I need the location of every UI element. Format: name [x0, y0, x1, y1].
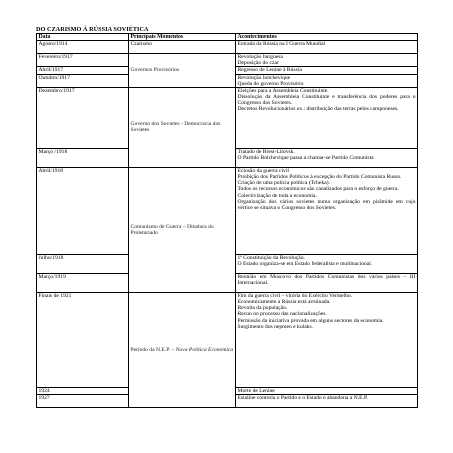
- row-date: 1927: [37, 395, 129, 408]
- event-text-part: Dissolução da Assembleia Constituinte e transferência dos poderes para o Congresso dos Sovietes.: [237, 94, 416, 107]
- event-text: [238, 94, 416, 106]
- row-date: Março/1919: [37, 273, 129, 292]
- table-row: [37, 87, 418, 148]
- row-date: Agosto/1914: [37, 41, 129, 54]
- row-events: [236, 87, 418, 148]
- table-row: [37, 167, 418, 254]
- event-text: Organização dos vários sovietes numa organização em pirâmide em cujo vértice se situava o Congresso dos Sovietes.: [237, 198, 416, 211]
- row-events: [236, 292, 418, 387]
- row-events: [236, 74, 418, 87]
- table-row: [37, 54, 418, 67]
- table-row: [37, 292, 418, 387]
- row-date: Abril/1918: [37, 167, 129, 254]
- event-text: Entrada da Rússia na I Guerra Mundial: [237, 41, 326, 48]
- event-text: Revolta da população.: [237, 305, 288, 312]
- row-events: [236, 54, 418, 67]
- table-header-row: [37, 34, 418, 41]
- event-text: Economicamente a Rússia está arruinada.: [237, 299, 331, 306]
- event-text: Recuo no processo das nacionalizações.: [237, 311, 327, 318]
- event-text: Eleições para a Assembleia Constituinte.: [237, 87, 329, 94]
- event-text: Regresso de Lenine à Rússia: [237, 67, 302, 74]
- event-text: Morte de Lenine: [237, 387, 275, 394]
- row-events: [236, 395, 418, 408]
- row-events: [236, 148, 418, 167]
- event-text: Queda do governo Provisório: [237, 80, 304, 87]
- event-text: O Partido Bolchevique passa a chamar-se Partido Comunista: [237, 155, 374, 162]
- row-events: [236, 387, 418, 394]
- header-date: Data: [37, 34, 129, 41]
- moment-prefix: Período da N.E.P. –: [130, 346, 176, 353]
- row-moment: Comunismo de Guerra – Ditadura do Proletariado: [129, 167, 236, 292]
- row-events: [236, 67, 418, 74]
- row-date: Finais de 1921: [37, 292, 129, 387]
- row-date: Abril/1917: [37, 67, 129, 74]
- row-moment: [129, 292, 236, 407]
- row-events: [236, 254, 418, 273]
- row-date: 1924: [37, 387, 129, 394]
- event-text: Reunião em Moscovo dos Partidos Comunistas dos vários países – III Internacional.: [237, 273, 416, 287]
- event-text: Decretos Revolucionários ex.: distribuição das terras pelos camponeses.: [237, 106, 399, 113]
- row-events: [236, 167, 418, 254]
- row-date: Dezembro/1917: [37, 87, 129, 148]
- event-text: Proibição dos Partidos Políticos à excepção do Partido Comunista Russo.: [237, 174, 402, 181]
- event-text: Estaline controla o Partido e o Estado e abandona a N.E.P.: [237, 395, 368, 402]
- header-moment: Principais Momentos: [129, 34, 236, 41]
- row-date: Fevereiro/1917: [37, 54, 129, 67]
- event-text: Todos os recursos económicos são canalizados para o esforço de guerra.: [237, 186, 399, 193]
- event-text: Deposição do czar: [237, 60, 279, 67]
- history-table: [36, 33, 418, 408]
- row-moment: Governos Provisórios: [129, 54, 236, 88]
- event-text: Tratado de Brest-Litovsk.: [237, 148, 295, 155]
- row-events: [236, 41, 418, 54]
- event-text: O Estado organiza-se em Estado federalista e multinacional.: [237, 261, 373, 268]
- event-text: 1ª Constituição da Revolução.: [237, 254, 305, 261]
- row-date: Outubro/1917: [37, 74, 129, 87]
- document-page: [36, 26, 417, 408]
- row-date: Março /1918: [37, 148, 129, 167]
- event-text: Revolução burguesa: [237, 54, 283, 61]
- event-text: Surgimento dos nepmen e kulaks.: [237, 323, 314, 330]
- header-events: Acontecimentos: [236, 34, 418, 41]
- event-text: Eclosão da guerra civil: [237, 167, 289, 174]
- event-text: Colectivização de toda a economia.: [237, 192, 317, 199]
- event-text: Criação de uma polícia política (Tcheka).: [237, 180, 330, 187]
- row-moment: Czarismo: [129, 41, 236, 54]
- event-text: Revolução bolchevique: [237, 74, 291, 81]
- moment-italic: Nova Política Económica: [175, 346, 234, 353]
- row-date: Julho/1918: [37, 254, 129, 273]
- document-title: DO CZARISMO À RÚSSIA SOVIÉTICA: [36, 26, 149, 33]
- row-moment: Governo dos Sovietes - Democracia dos Sovietes: [129, 87, 236, 167]
- event-text: Permissão da iniciativa provada em alguns sectores da economia.: [237, 317, 384, 324]
- table-row: [37, 41, 418, 54]
- event-text: Fim da guerra civil – vitória do Exército Vermelho.: [237, 292, 353, 299]
- row-events: [236, 273, 418, 292]
